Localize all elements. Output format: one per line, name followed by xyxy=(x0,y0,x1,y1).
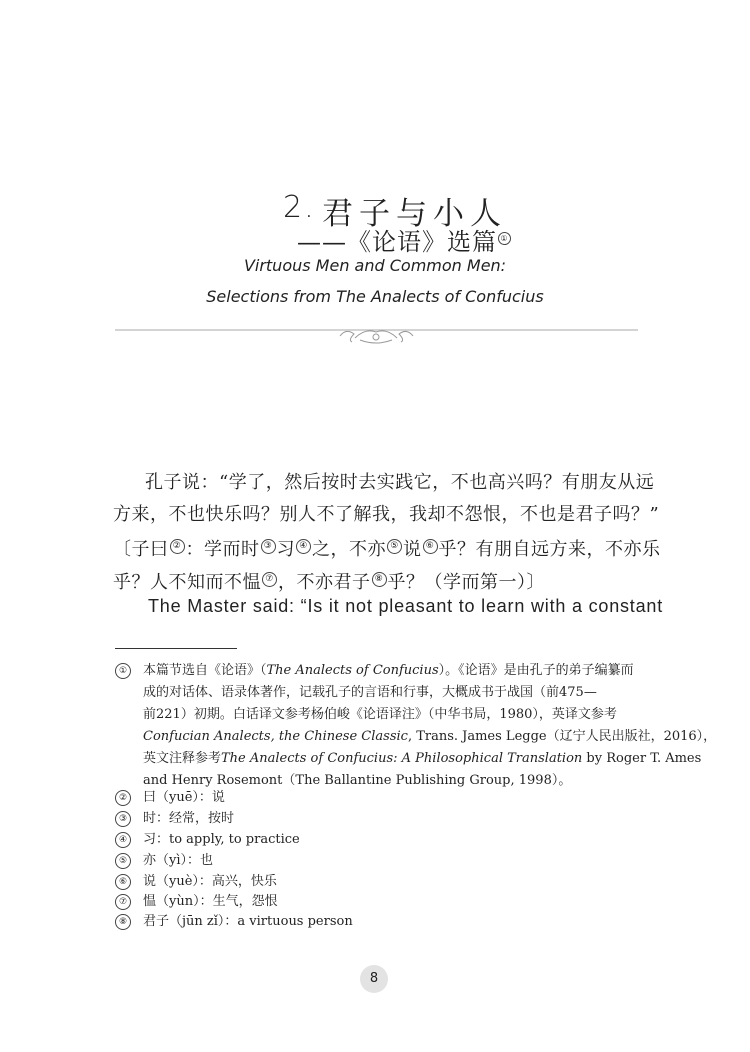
page-number: 8 xyxy=(360,965,388,993)
footnote-ref-4[interactable]: ④ xyxy=(296,539,311,554)
footnote-1-line4 xyxy=(115,726,716,748)
footnote-1-line3 xyxy=(115,704,716,726)
footnote-ref-5[interactable]: ⑤ xyxy=(387,539,402,554)
footnote-marker: ⑦ xyxy=(115,894,131,910)
text-segment: ：学而时 xyxy=(185,539,260,560)
footnote-marker: ② xyxy=(115,790,131,806)
footnote-marker: ⑤ xyxy=(115,853,131,869)
english-title-line1: Virtuous Men and Common Men: xyxy=(243,256,507,275)
text-segment: 习 xyxy=(276,539,295,560)
body-line-1: 孔子说：“学了，然后按时去实践它，不也高兴吗？有朋友从远 xyxy=(145,472,655,493)
footnote-ref-8[interactable]: ⑧ xyxy=(372,572,387,587)
footnote-1-line1 xyxy=(115,660,716,682)
footnote-ref-3[interactable]: ③ xyxy=(261,539,276,554)
body-line-2: 方来，不也快乐吗？别人不了解我，我却不怨恨，不也是君子吗？” xyxy=(113,504,660,525)
footnote-ref-7[interactable]: ⑦ xyxy=(262,572,277,587)
footnote-ref-6[interactable]: ⑥ xyxy=(423,539,438,554)
footnote-marker: ③ xyxy=(115,811,131,827)
footnote-text: 愠（yùn）：生气，怨恨 xyxy=(143,894,278,909)
book-title: The Analects of Confucius: A Philosophical Translation xyxy=(221,751,583,766)
text-segment: ，不亦君子 xyxy=(278,572,371,593)
footnote-1-line2 xyxy=(115,682,716,704)
footnote-text: 习：to apply, to practice xyxy=(143,832,300,847)
text-segment: 乎？（学而第一）〕 xyxy=(387,572,545,593)
book-title: The Analects of Confucius xyxy=(266,663,439,678)
footnote-text: 亦（yì）：也 xyxy=(143,853,214,868)
body-line-4 xyxy=(113,568,640,594)
text-segment: , Trans. James Legge（辽宁人民出版社，2016）， xyxy=(407,729,717,744)
footnote-marker: ④ xyxy=(115,832,131,848)
text-segment: 说 xyxy=(403,539,422,560)
footnote-1-line5 xyxy=(115,748,716,770)
text-segment: 英文注释参考 xyxy=(143,751,222,766)
chapter-title: 君子与小人 xyxy=(322,196,507,232)
footnote-1 xyxy=(115,660,716,792)
footnote-text: 君子（jūn zǐ）：a virtuous person xyxy=(143,914,353,929)
book-title: Confucian Analects, the Chinese Classic xyxy=(143,729,408,744)
footnote-5 xyxy=(115,850,213,872)
footnote-text: 时：经常，按时 xyxy=(143,811,235,826)
footnote-marker: ⑧ xyxy=(115,914,131,930)
footnote-marker: ⑥ xyxy=(115,874,131,890)
title-ornament-divider xyxy=(115,322,638,344)
text-segment: 之，不亦 xyxy=(312,539,386,560)
english-title-line2: Selections from The Analects of Confucius xyxy=(206,287,544,306)
subtitle-text: ——《论语》选篇 xyxy=(297,228,497,256)
footnote-4 xyxy=(115,829,300,851)
footnote-separator xyxy=(115,648,237,649)
body-line-3 xyxy=(113,535,661,561)
footnote-text: 曰（yuē）：说 xyxy=(143,790,225,805)
footnote-3 xyxy=(115,808,234,830)
text-segment: 本篇节选自《论语》（ xyxy=(143,663,267,678)
footnote-7 xyxy=(115,891,278,913)
text-segment: and Henry Rosemont（The Ballantine Publishing Group, 1998）。 xyxy=(143,773,572,788)
text-segment: by Roger T. Ames xyxy=(582,751,702,766)
text-segment: 乎？人不知而不愠 xyxy=(113,572,261,593)
text-segment: ）。《论语》是由孔子的弟子编纂而 xyxy=(438,663,634,678)
footnote-text: 说（yuè）：高兴，快乐 xyxy=(143,874,277,889)
chapter-subtitle xyxy=(297,222,512,257)
text-segment: 前221）初期。白话译文参考杨伯峻《论语译注》（中华书局，1980），英译文参考 xyxy=(143,707,617,722)
footnote-6 xyxy=(115,871,277,893)
footnote-ref-2[interactable]: ② xyxy=(170,539,185,554)
text-segment: 〔子曰 xyxy=(113,539,169,560)
footnote-2 xyxy=(115,787,225,809)
body-line-5-english: The Master said: “Is it not pleasant to learn with a constant xyxy=(148,596,664,616)
text-segment: 成的对话体、语录体著作，记载孔子的言语和行事，大概成书于战国（前475— xyxy=(143,685,597,700)
footnote-8 xyxy=(115,911,353,933)
footnote-marker: ① xyxy=(115,663,131,679)
footnote-ref-1[interactable]: ① xyxy=(498,232,511,245)
text-segment: 乎？有朋自远方来，不亦乐 xyxy=(438,539,661,560)
chapter-number: 2. xyxy=(283,190,316,225)
